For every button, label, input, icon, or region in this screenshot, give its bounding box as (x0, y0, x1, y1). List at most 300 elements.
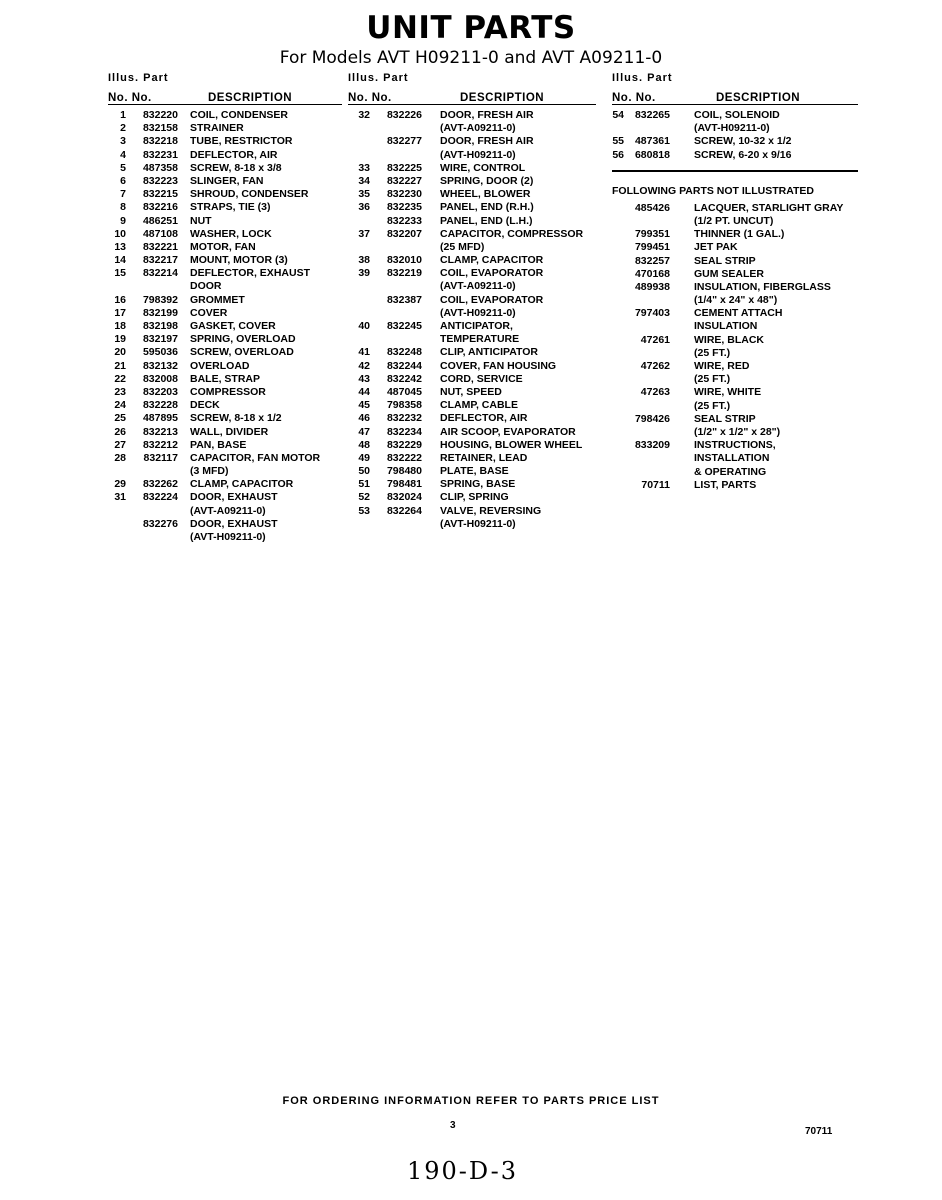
part-row (348, 162, 596, 175)
part-number (370, 149, 422, 162)
illus-number (612, 307, 624, 320)
part-description: PANEL, END (L.H.) (440, 214, 533, 227)
part-number (624, 294, 670, 307)
part-number: 680818 (634, 148, 670, 161)
illus-number (612, 215, 624, 228)
part-row (348, 267, 596, 280)
part-description: (AVT-H09211-0) (440, 517, 516, 530)
part-number: 832010 (386, 254, 422, 267)
part-row (612, 307, 858, 320)
illus-number: 3 (120, 135, 126, 148)
column-header-row (348, 86, 596, 104)
illus-number (612, 347, 624, 360)
part-row (108, 254, 342, 267)
part-row (612, 413, 858, 426)
part-number: 832248 (386, 346, 422, 359)
header-rule (612, 104, 858, 105)
illus-number (348, 122, 370, 135)
illus-number (612, 255, 624, 268)
part-number: 798358 (386, 399, 422, 412)
part-description: COVER (190, 306, 228, 319)
part-description: DOOR, EXHAUST (190, 491, 278, 504)
illus-number: 43 (358, 372, 370, 385)
part-row (348, 254, 596, 267)
part-description: OVERLOAD (190, 359, 250, 372)
part-number (624, 215, 670, 228)
illus-number: 51 (358, 478, 370, 491)
part-row (612, 347, 858, 360)
part-row (108, 215, 342, 228)
part-row (348, 109, 596, 122)
part-row (612, 215, 858, 228)
page-title: UNIT PARTS (366, 10, 576, 46)
illus-number: 32 (358, 109, 370, 121)
part-row (612, 439, 858, 452)
part-description: CORD, SERVICE (440, 372, 523, 385)
part-description: COVER, FAN HOUSING (440, 359, 557, 372)
illus-number (348, 307, 370, 320)
part-row (348, 491, 596, 504)
part-description: COMPRESSOR (190, 385, 266, 398)
part-row (348, 505, 596, 518)
section-divider (612, 170, 858, 172)
illus-number: 8 (120, 201, 126, 214)
part-number: 487358 (142, 161, 178, 174)
part-number (370, 518, 422, 531)
illus-number (108, 518, 126, 531)
illus-number: 35 (358, 188, 370, 201)
illus-number: 56 (612, 148, 624, 161)
illus-number: 25 (114, 412, 126, 425)
illus-number: 36 (358, 201, 370, 214)
illus-number: 9 (120, 214, 126, 227)
part-description: AIR SCOOP, EVAPORATOR (440, 425, 576, 438)
part-row (348, 280, 596, 293)
part-number: 832219 (386, 267, 422, 280)
part-description: DEFLECTOR, EXHAUST (190, 267, 310, 280)
part-row (612, 373, 858, 386)
illus-number (612, 202, 624, 215)
part-description: PLATE, BASE (440, 465, 509, 478)
part-description: (25 FT.) (694, 346, 731, 359)
part-row (108, 109, 342, 122)
part-number: 47263 (640, 386, 670, 399)
illus-number: 33 (358, 161, 370, 174)
part-number: 486251 (142, 214, 178, 227)
part-description: DEFLECTOR, AIR (190, 148, 278, 161)
part-row (348, 307, 596, 320)
part-row (108, 426, 342, 439)
part-description: STRAINER (190, 122, 244, 135)
column-header-no: No. No. (108, 92, 152, 104)
part-number: 798481 (386, 478, 422, 491)
part-description: COIL, SOLENOID (694, 109, 780, 121)
illus-number: 7 (120, 188, 126, 201)
illus-number: 17 (114, 306, 126, 319)
column-header-description: DESCRIPTION (460, 92, 545, 104)
part-description: CAPACITOR, COMPRESSOR (440, 227, 584, 240)
part-description: LIST, PARTS (694, 478, 757, 491)
part-description: COIL, EVAPORATOR (440, 293, 544, 306)
part-row (108, 373, 342, 386)
part-description: (1/4" x 24" x 48") (694, 294, 778, 307)
part-description: WIRE, WHITE (694, 386, 762, 399)
part-row (612, 320, 858, 333)
part-number: 832230 (386, 188, 422, 201)
part-number: 487045 (386, 385, 422, 398)
part-description: SLINGER, FAN (190, 174, 264, 187)
illus-number: 2 (120, 122, 126, 135)
illus-number: 48 (358, 438, 370, 451)
part-row (108, 267, 342, 280)
part-description: WIRE, CONTROL (440, 161, 526, 174)
part-row (612, 294, 858, 307)
part-number (126, 465, 178, 478)
part-description: DOOR, FRESH AIR (440, 109, 534, 121)
part-description: (AVT-H09211-0) (440, 148, 516, 161)
part-description: (AVT-H09211-0) (440, 306, 516, 319)
part-row (108, 465, 342, 478)
part-description: ANTICIPATOR, (440, 320, 513, 332)
illus-number: 14 (114, 254, 126, 267)
part-row (348, 320, 596, 333)
part-row (612, 122, 858, 135)
illus-number (612, 466, 624, 479)
part-row (348, 478, 596, 491)
part-number: 799351 (634, 228, 670, 241)
part-description: WHEEL, BLOWER (440, 188, 531, 201)
illus-number: 49 (358, 451, 370, 464)
part-description: PANEL, END (R.H.) (440, 201, 534, 214)
part-description: NUT, SPEED (440, 385, 502, 398)
column-header-no: No. No. (348, 92, 392, 104)
column-header-row (612, 86, 858, 104)
part-description: CLAMP, CABLE (440, 399, 518, 412)
part-number: 832228 (142, 399, 178, 412)
part-row (348, 518, 596, 531)
column-header-illus-part: Illus. Part (108, 72, 169, 84)
part-number: 485426 (634, 201, 670, 214)
part-number: 832245 (386, 320, 422, 332)
part-row (348, 426, 596, 439)
part-row (108, 188, 342, 201)
part-number: 798426 (634, 412, 670, 425)
form-number: 70711 (805, 1126, 833, 1137)
part-number: 832265 (634, 109, 670, 121)
part-number: 832212 (142, 438, 178, 451)
illus-number: 21 (114, 359, 126, 372)
part-description: SCREW, 10-32 x 1/2 (694, 135, 792, 148)
illus-number (612, 439, 624, 452)
part-number: 595036 (142, 346, 178, 359)
column-header-no: No. No. (612, 92, 656, 104)
part-description: VALVE, REVERSING (440, 504, 542, 517)
part-number: 798480 (386, 465, 422, 478)
illus-number: 19 (114, 333, 126, 346)
part-description: & OPERATING (694, 465, 767, 478)
illus-number: 46 (358, 412, 370, 425)
part-description: WALL, DIVIDER (190, 425, 269, 438)
part-number: 832226 (386, 109, 422, 121)
part-row (108, 175, 342, 188)
illus-number (612, 413, 624, 426)
part-number (624, 400, 670, 413)
part-description: DOOR (190, 280, 222, 293)
part-description: GUM SEALER (694, 267, 765, 280)
ordering-note: FOR ORDERING INFORMATION REFER TO PARTS PRICE LIST (282, 1095, 660, 1107)
part-row (612, 135, 858, 148)
part-number: 832387 (386, 293, 422, 306)
illus-number (612, 360, 624, 373)
part-row (108, 452, 342, 465)
part-row (612, 255, 858, 268)
part-row (108, 135, 342, 148)
part-description: RETAINER, LEAD (440, 451, 528, 464)
part-description: (1/2" x 1/2" x 28") (694, 425, 781, 438)
illus-number: 44 (358, 385, 370, 398)
part-number (624, 347, 670, 360)
header-rule (108, 104, 342, 105)
illus-number (348, 135, 370, 148)
illus-number: 34 (358, 174, 370, 187)
illus-number: 41 (358, 346, 370, 359)
part-description: SCREW, OVERLOAD (190, 346, 294, 359)
part-number: 487361 (634, 135, 670, 148)
part-number: 832224 (142, 491, 178, 504)
part-row (108, 346, 342, 359)
illus-number (108, 505, 126, 518)
illus-number: 6 (120, 174, 126, 187)
part-row (348, 201, 596, 214)
part-number: 832132 (142, 359, 178, 372)
part-row (348, 228, 596, 241)
illus-number: 15 (114, 267, 126, 280)
illus-number (348, 294, 370, 307)
part-number: 832222 (386, 451, 422, 464)
page-subtitle: For Models AVT H09211-0 and AVT A09211-0 (279, 48, 663, 68)
part-number: 832231 (142, 148, 178, 161)
illus-number: 22 (114, 372, 126, 385)
part-row (108, 333, 342, 346)
illus-number: 24 (114, 399, 126, 412)
illus-number (348, 333, 370, 346)
part-description: CLAMP, CAPACITOR (440, 254, 544, 267)
part-description: COIL, EVAPORATOR (440, 267, 544, 280)
part-number: 832244 (386, 359, 422, 372)
illus-number (612, 122, 624, 135)
part-description: CLIP, ANTICIPATOR (440, 346, 539, 359)
part-number: 70711 (641, 478, 670, 491)
part-row (108, 439, 342, 452)
illus-number: 27 (114, 438, 126, 451)
not-illustrated-heading: FOLLOWING PARTS NOT ILLUSTRATED (612, 184, 815, 197)
part-number (126, 505, 178, 518)
part-description: THINNER (1 GAL.) (694, 228, 785, 241)
handwritten-note: 190-D-3 (407, 1157, 518, 1185)
part-row (348, 412, 596, 425)
part-row (108, 201, 342, 214)
part-row (108, 294, 342, 307)
illus-number (612, 241, 624, 254)
parts-column-3 (612, 72, 858, 492)
part-description: (AVT-H09211-0) (694, 122, 770, 135)
part-row (612, 360, 858, 373)
part-description: (AVT-A09211-0) (190, 504, 266, 517)
part-row (108, 531, 342, 544)
part-number: 832233 (386, 214, 422, 227)
part-description: SCREW, 8-18 x 1/2 (190, 412, 282, 425)
part-row (612, 334, 858, 347)
part-number: 832117 (143, 451, 178, 464)
column-header-row (108, 86, 342, 104)
illus-number: 28 (114, 451, 126, 464)
part-number: 832215 (142, 188, 178, 201)
parts-list (612, 109, 858, 162)
part-description: SPRING, OVERLOAD (190, 333, 296, 346)
part-description: SPRING, DOOR (2) (440, 174, 534, 187)
part-number (624, 452, 670, 465)
part-number (370, 122, 422, 135)
illus-number (612, 373, 624, 386)
illus-number (612, 479, 624, 492)
part-row (108, 399, 342, 412)
illus-number (108, 280, 126, 293)
part-description: MOUNT, MOTOR (3) (190, 254, 288, 267)
illus-number: 29 (114, 478, 126, 491)
part-description: DOOR, EXHAUST (190, 517, 278, 530)
part-description: MOTOR, FAN (190, 240, 256, 253)
part-description: INSULATION, FIBERGLASS (694, 280, 831, 293)
part-number: 832264 (386, 504, 422, 517)
part-description: SCREW, 6-20 x 9/16 (694, 148, 792, 161)
part-row (348, 399, 596, 412)
illus-number (612, 228, 624, 241)
part-number: 798392 (142, 293, 178, 306)
part-description: STRAPS, TIE (3) (190, 201, 271, 214)
part-number: 832257 (634, 254, 670, 267)
illus-number: 23 (114, 385, 126, 398)
part-row (108, 280, 342, 293)
part-row (348, 333, 596, 346)
part-description: (25 FT.) (694, 399, 731, 412)
part-number (624, 320, 670, 333)
part-description: DECK (190, 399, 220, 412)
column-header-illus-part: Illus. Part (612, 72, 673, 84)
part-description: JET PAK (694, 241, 738, 254)
illus-number (348, 280, 370, 293)
part-number: 832221 (142, 240, 178, 253)
part-row (108, 491, 342, 504)
illus-number: 26 (114, 425, 126, 438)
part-description: COIL, CONDENSER (190, 109, 289, 121)
part-row (348, 215, 596, 228)
part-row (348, 373, 596, 386)
part-description: INSULATION (694, 320, 758, 333)
illus-number: 52 (358, 491, 370, 504)
illus-number: 13 (114, 240, 126, 253)
part-number: 832227 (386, 174, 422, 187)
illus-number: 38 (358, 254, 370, 267)
part-description: (AVT-A09211-0) (440, 122, 516, 135)
part-number (370, 307, 422, 320)
part-row (348, 149, 596, 162)
illus-number: 53 (358, 504, 370, 517)
part-description: SEAL STRIP (694, 412, 756, 425)
part-number: 832214 (142, 267, 178, 280)
part-row (348, 188, 596, 201)
part-row (612, 466, 858, 479)
part-description: INSTRUCTIONS, (694, 439, 776, 452)
part-number: 487895 (142, 412, 178, 425)
part-number: 799451 (634, 241, 670, 254)
part-number: 832220 (142, 109, 178, 121)
part-number: 832158 (142, 122, 178, 135)
part-number: 832234 (386, 425, 422, 438)
part-row (348, 175, 596, 188)
illus-number (612, 426, 624, 439)
part-row (612, 149, 858, 162)
header-rule (348, 104, 596, 105)
part-number (126, 531, 178, 544)
illus-number: 40 (358, 320, 370, 332)
part-description: (AVT-H09211-0) (190, 531, 266, 543)
illus-number: 42 (358, 359, 370, 372)
part-number: 832225 (386, 161, 422, 174)
illus-number (612, 320, 624, 333)
parts-column-2 (348, 72, 596, 531)
part-row (108, 149, 342, 162)
part-number: 832276 (142, 517, 178, 530)
parts-list (348, 109, 596, 531)
part-row (348, 465, 596, 478)
illus-number: 20 (114, 346, 126, 359)
part-description: LACQUER, STARLIGHT GRAY (694, 201, 844, 214)
part-number: 832242 (386, 372, 422, 385)
part-number: 489938 (634, 280, 670, 293)
part-description: HOUSING, BLOWER WHEEL (440, 438, 583, 451)
part-description: GROMMET (190, 293, 245, 306)
part-number (370, 280, 422, 293)
illus-number: 10 (114, 227, 126, 240)
part-number: 833209 (634, 439, 670, 452)
part-description: SPRING, BASE (440, 478, 516, 491)
part-number: 470168 (634, 267, 670, 280)
part-row (612, 426, 858, 439)
illus-number (348, 149, 370, 162)
illus-number (612, 400, 624, 413)
part-number: 47262 (640, 360, 670, 372)
part-row (612, 452, 858, 465)
part-row (612, 202, 858, 215)
part-row (348, 135, 596, 148)
part-row (108, 518, 342, 531)
part-description: DOOR, FRESH AIR (440, 135, 534, 148)
illus-number: 45 (358, 399, 370, 412)
illus-number: 16 (114, 293, 126, 306)
part-row (108, 386, 342, 399)
part-row (108, 122, 342, 135)
illus-number: 55 (612, 135, 624, 148)
part-row (108, 241, 342, 254)
part-row (108, 307, 342, 320)
part-number (370, 241, 422, 254)
part-description: BALE, STRAP (190, 372, 261, 385)
part-number: 832223 (142, 174, 178, 187)
part-row (348, 452, 596, 465)
part-number (624, 373, 670, 386)
part-description: (1/2 PT. UNCUT) (694, 214, 774, 227)
illus-number (612, 334, 624, 347)
